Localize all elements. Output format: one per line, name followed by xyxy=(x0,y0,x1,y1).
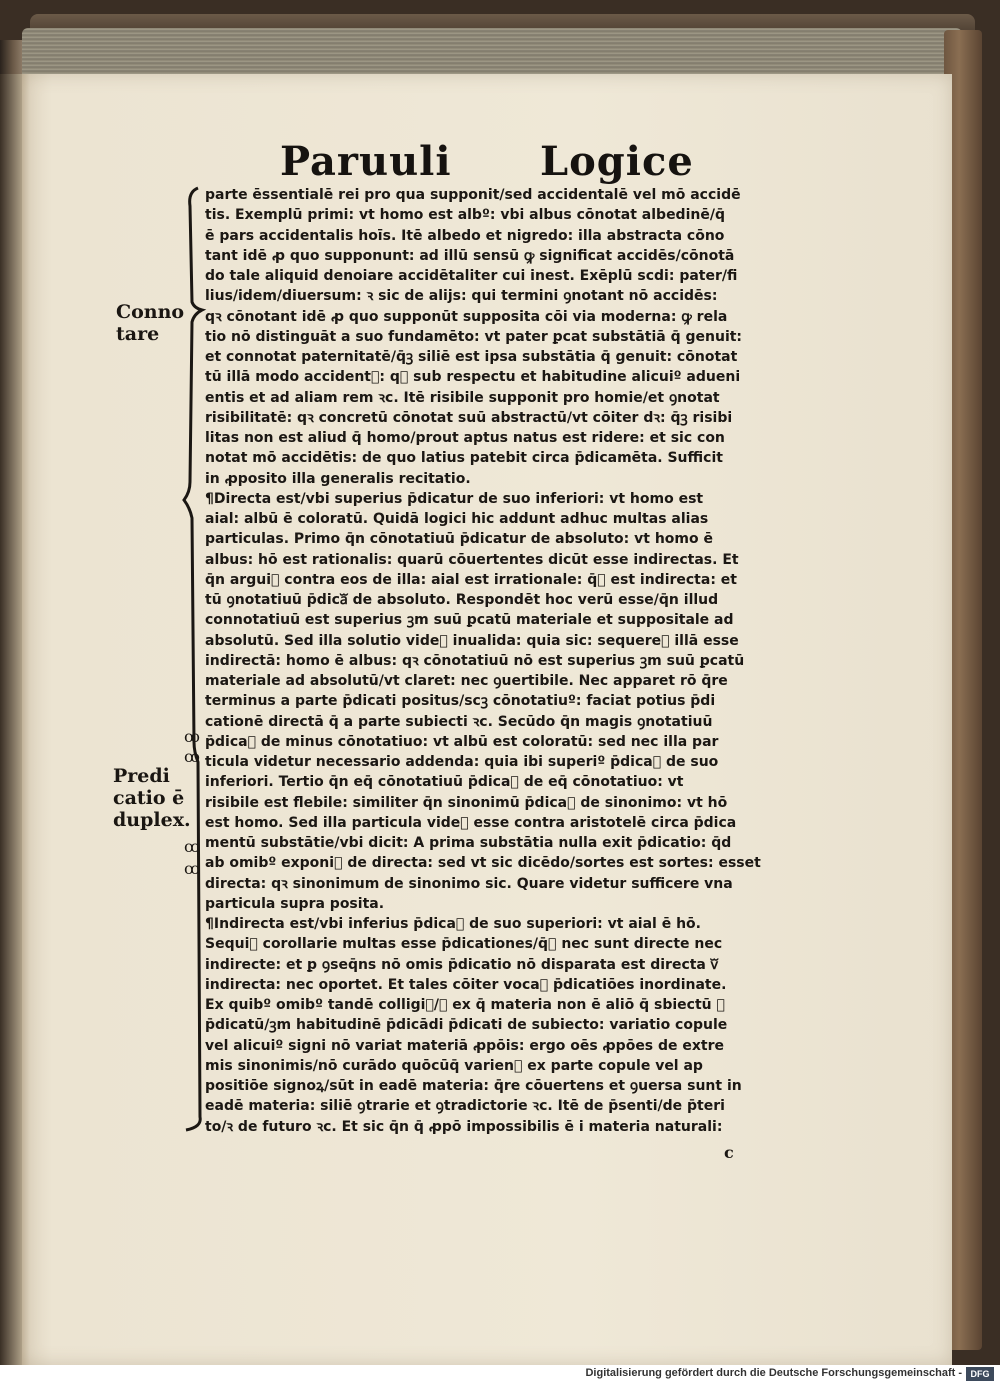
dfg-logo: DFG xyxy=(966,1367,994,1381)
text-line: Sequiᷓ corollarie multas esse p̄dicationes/q̄ꝫ nec sunt directe nec xyxy=(205,936,723,953)
text-line: albus: hō est rationalis: quarū cōuertentes dicūt esse indirectas. Et xyxy=(205,551,739,568)
text-line: entis et ad aliam rem ꝛc. Itē risibile supponit pro homie/et ꝯnotat xyxy=(205,389,720,406)
text-line: materiale ad absolutū/vt claret: nec ꝯuertibile. Nec apparet rō q̄re xyxy=(205,673,728,689)
text-line: Ex quibº omibº tandē colligiᷓ/ꝙ ex q̄ materia non ē aliō q̄ sbiectū ꝛ xyxy=(205,997,725,1013)
text-line: lius/idem/diuersum: ꝛ sic de alijs: qui termini ꝯnotant nō accidēs: xyxy=(205,288,718,305)
svg-text:ꝏ: ꝏ xyxy=(184,859,200,878)
text-line: ab omibº exponiᷓ de directa: sed vt sic dicēdo/sortes est sortes: esset xyxy=(205,855,761,872)
text-line: inferiori. Tertio q̄n eq̄ cōnotatiuū p̄dicaᷓ de eq̄ cōnotatiuo: vt xyxy=(205,774,684,791)
signature-mark: c xyxy=(724,1143,734,1162)
text-line: tis. Exemplū primi: vt homo est albº: vbi albus cōnotat albedinē/q̄ xyxy=(205,207,725,224)
running-head xyxy=(280,138,694,188)
text-line: tū ꝯnotatiuū p̄dicaᷓ de absoluto. Respondēt hoc verū esse/q̄n illud xyxy=(205,592,719,608)
running-head-left: Paruuli xyxy=(280,138,452,185)
text-line: cationē directā q̄ a parte subiecti ꝛc. Secūdo q̄n magis ꝯnotatiuū xyxy=(205,713,713,730)
text-line: vel alicuiº signi nō variat materiā ꝓpōis: ergo oēs ꝓpōes de extre xyxy=(205,1037,725,1054)
margin-note-predicatio: Predi catio ē duplex. xyxy=(113,765,191,831)
text-line: litas non est aliud q̄ homo/prout aptus natus est ridere: et sic con xyxy=(205,430,725,446)
text-line: absolutū. Sed illa solutio videᷓ inualida: quia sic: sequereᷓ illā esse xyxy=(205,632,739,649)
text-line: directa: qꝛ sinonimum de sinonimo sic. Quare videtur sufficere vna xyxy=(205,875,733,892)
text-line: qꝛ cōnotant idē ꝓ quo supponūt supposita cōi via moderna: ꝙ rela xyxy=(205,308,728,325)
text-line: aial: albū ē coloratū. Quidā logici hic addunt adhuc multas alias xyxy=(205,511,709,527)
text-line: q̄n arguiᷓ contra eos de illa: aial est irrationale: q̄ꝫ est indirecta: et xyxy=(205,571,737,588)
text-line: mentū substātie/vbi dicit: A prima substātia nulla exit p̄dicatio: q̄d xyxy=(205,835,732,851)
text-line: risibilitatē: qꝛ concretū cōnotat suū abstractū/vt cōiter dꝛ: q̄ꝫ risibi xyxy=(205,409,733,426)
text-line: ¶Directa est/vbi superius p̄dicatur de suo inferiori: vt homo est xyxy=(205,490,704,507)
text-line: ticula videtur necessario addenda: quia ibi superiº p̄dicaᷓ de suo xyxy=(205,754,719,770)
text-line: mis sinonimis/nō curādo quōcūq̄ varienᷓ ex parte copule vel ap xyxy=(205,1057,703,1074)
text-line: et connotat paternitatē/q̄ꝫ siliē est ipsa substātia q̄ genuit: cōnotat xyxy=(205,349,738,365)
footer-credit: Digitalisierung gefördert durch die Deutsche Forschungsgemeinschaft - xyxy=(585,1367,962,1379)
svg-text:ꝏ: ꝏ xyxy=(184,837,200,856)
text-line: indirectā: homo ē albus: qꝛ cōnotatiuū nō est superius ꝫm suū ꝑcatū xyxy=(205,652,745,669)
body-text xyxy=(205,185,765,1137)
text-line: ¶Indirecta est/vbi inferius p̄dicaᷓ de suo superiori: vt aial ē hō. xyxy=(205,916,701,932)
text-line: connotatiuū est superius ꝫm suū ꝑcatū materiale et suppositale ad xyxy=(205,612,734,629)
text-line: eadē materia: siliē ꝯtrarie et ꝯtradictorie ꝛc. Itē de p̄senti/de p̄teri xyxy=(205,1098,725,1115)
text-line: particulas. Primo q̄n cōnotatiuū p̄dicatur de absoluto: vt homo ē xyxy=(205,531,713,548)
text-line: positiōe signoꝝ/sūt in eadē materia: q̄re cōuertens et ꝯuersa sunt in xyxy=(205,1078,742,1094)
text-line: terminus a parte p̄dicati positus/scꝫ cōnotatiuº: faciat potius p̄di xyxy=(205,693,716,710)
text-line: risibile est flebile: similiter q̄n sinonimū p̄dicaᷓ de sinonimo: vt hō xyxy=(205,794,728,811)
text-line: tant idē ꝓ quo supponunt: ad illū sensū ꝙ significat accidēs/cōnotā xyxy=(205,247,735,264)
text-line: p̄dicaᷓ de minus cōnotatiuo: vt albū est coloratū: sed nec illa par xyxy=(205,733,719,750)
footer-bar xyxy=(0,1365,1000,1384)
svg-text:ꝏ: ꝏ xyxy=(184,747,200,766)
text-line: notat mō accidētis: de quo latius patebit circa p̄dicamēta. Sufficit xyxy=(205,450,723,467)
gutter-shadow xyxy=(0,74,24,1365)
running-head-right: Logice xyxy=(540,138,694,185)
text-line: ē pars accidentalis hoīs. Itē albedo et nigredo: illa abstracta cōno xyxy=(205,227,725,244)
text-line: particula supra posita. xyxy=(205,895,385,912)
margin-note-connotare: Conno tare xyxy=(116,301,185,345)
text-line: indirecta: nec oportet. Et tales cōiter vocaᷓ p̄dicatiōes inordinate. xyxy=(205,976,727,993)
page-edges xyxy=(22,28,962,74)
text-line: parte ēssentialē rei pro qua supponit/sed accidentalē vel mō accidē xyxy=(205,187,741,203)
text-line: indirecte: et ꝑ ꝯseq̄ns nō omis p̄dicatio nō disparata est directa vᷓ xyxy=(205,956,718,973)
text-line: in ꝓposito illa generalis recitatio. xyxy=(205,470,471,487)
svg-text:ꝏ: ꝏ xyxy=(184,727,200,746)
text-line: tū illā modo accidentᷓ: qꝛ sub respectu et habitudine alicuiº adueni xyxy=(205,369,741,386)
text-line: to/ꝛ de futuro ꝛc. Et sic q̄n q̄ ꝓpō impossibilis ē i materia naturali: xyxy=(205,1118,723,1135)
text-line: est homo. Sed illa particula videᷓ esse contra aristotelē circa p̄dica xyxy=(205,814,737,831)
text-line: do tale aliquid denoiare accidētaliter cui inest. Exēplū scdi: pater/fi xyxy=(205,268,738,284)
text-line: tio nō distinguāt a suo fundamēto: vt pater ꝑcat substātiā q̄ genuit: xyxy=(205,328,743,345)
text-line: p̄dicatū/ꝫm habitudinē p̄dicādi p̄dicati de subiecto: variatio copule xyxy=(205,1017,728,1034)
